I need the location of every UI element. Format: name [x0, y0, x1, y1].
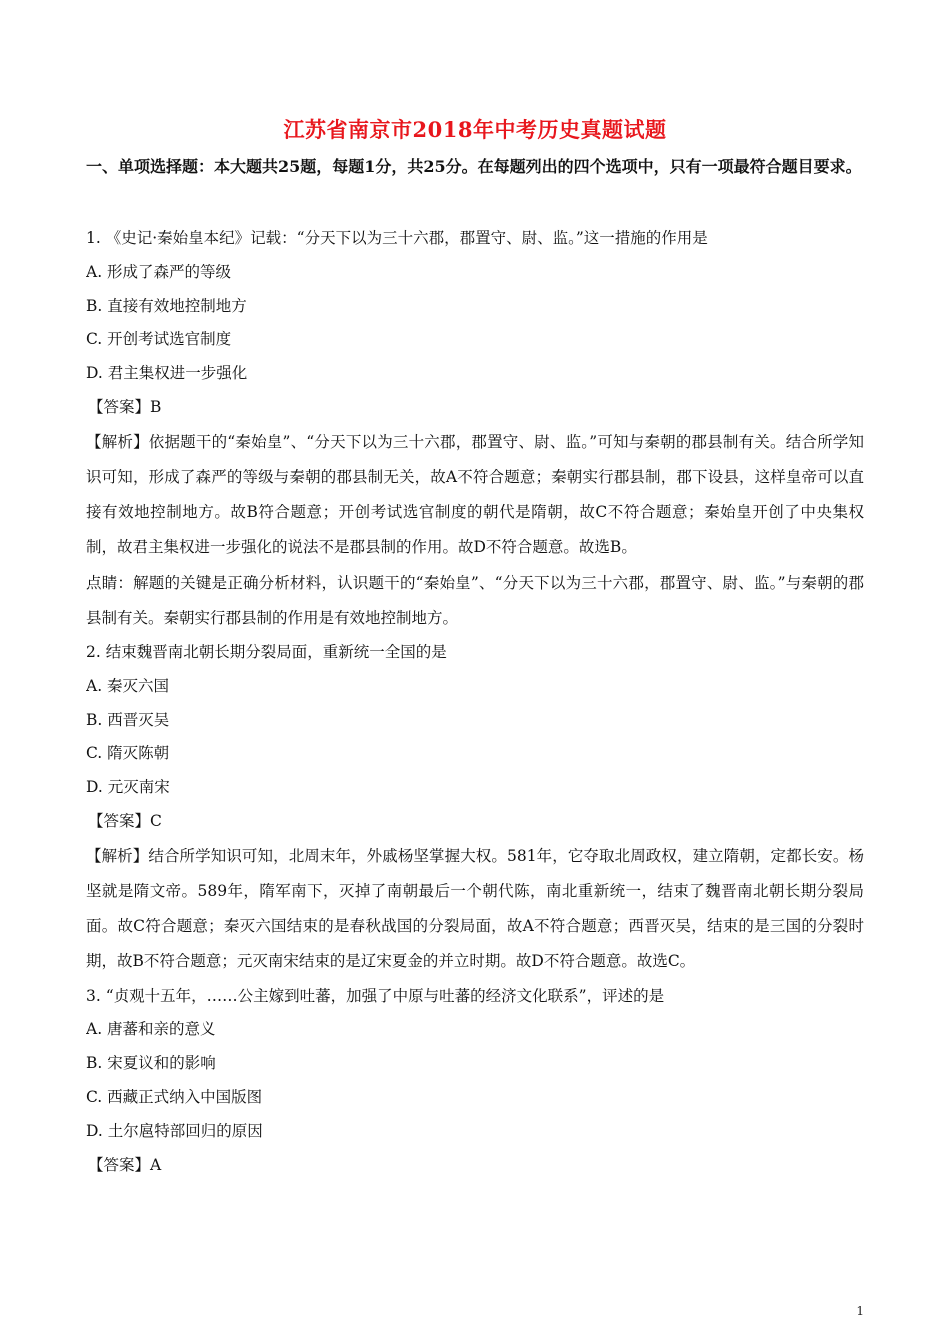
option-a: A. 形成了森严的等级 — [86, 262, 232, 281]
option-d: D. 元灭南宋 — [86, 778, 170, 797]
section-heading: 一、单项选择题：本大题共25题，每题1分，共25分。在每题列出的四个选项中，只有一项最符合题目要求。 — [86, 157, 862, 176]
option-b: B. 直接有效地控制地方 — [86, 296, 247, 315]
option-d: D. 土尔扈特部回归的原因 — [86, 1121, 263, 1140]
option-c: C. 西藏正式纳入中国版图 — [86, 1087, 263, 1106]
question-stem: 2. 结束魏晋南北朝长期分裂局面，重新统一全国的是 — [86, 643, 447, 661]
comment: 点睛：解题的关键是正确分析材料，认识题干的“秦始皇”、“分天下以为三十六郡，郡置守、尉、监。”与秦朝的郡县制有关。秦朝实行郡县制的作用是有效地控制地方。 — [86, 573, 864, 627]
question-stem: 3. “贞观十五年，……公主嫁到吐蕃，加强了中原与吐蕃的经济文化联系”，评述的是 — [86, 986, 665, 1005]
questions-content — [86, 222, 864, 1182]
answer: 【答案】B — [88, 397, 162, 416]
option-c: C. 隋灭陈朝 — [86, 744, 170, 763]
question-3 — [86, 980, 864, 1183]
answer: 【答案】C — [88, 811, 162, 830]
answer: 【答案】A — [88, 1155, 162, 1174]
page-title: 江苏省南京市2018年中考历史真题试题 — [283, 117, 667, 142]
analysis: 【解析】依据题干的“秦始皇”、“分天下以为三十六郡，郡置守、尉、监。”可知与秦朝的郡县制有关。结合所学知识可知，形成了森严的等级与秦朝的郡县制无关，故A不符合题意；秦朝实行郡县制，郡下设县，这样皇帝可以直接有效地控制地方。故B符合题意；开创考试选官制度的朝代是隋朝，故C不符合题意；秦始皇开创了中央集权制，故君主集权进一步强化的说法不是郡县制的作用。故D不符合题意。故选B。 — [86, 432, 864, 557]
option-b: B. 西晋灭吴 — [86, 710, 170, 729]
option-a: A. 唐蕃和亲的意义 — [86, 1020, 216, 1039]
question-stem: 1. 《史记·秦始皇本纪》记载：“分天下以为三十六郡，郡置守、尉、监。”这一措施的作用是 — [86, 229, 708, 247]
option-d: D. 君主集权进一步强化 — [86, 364, 248, 383]
option-b: B. 宋夏议和的影响 — [86, 1054, 216, 1073]
question-1 — [86, 222, 864, 636]
page-number: 1 — [856, 1304, 864, 1318]
option-c: C. 开创考试选官制度 — [86, 330, 232, 349]
option-a: A. 秦灭六国 — [86, 676, 170, 695]
question-2 — [86, 636, 864, 980]
analysis: 【解析】结合所学知识可知，北周末年，外戚杨坚掌握大权。581年，它夺取北周政权，建立隋朝，定都长安。杨坚就是隋文帝。589年，隋军南下，灭掉了南朝最后一个朝代陈，南北重新统一，结束了魏晋南北朝长期分裂局面。故C符合题意；秦灭六国结束的是春秋战国的分裂局面，故A不符合题意；西晋灭吴，结束的是三国的分裂时期，故B不符合题意；元灭南宋结束的是辽宋夏金的并立时期。故D不符合题意。故选C。 — [86, 846, 864, 971]
